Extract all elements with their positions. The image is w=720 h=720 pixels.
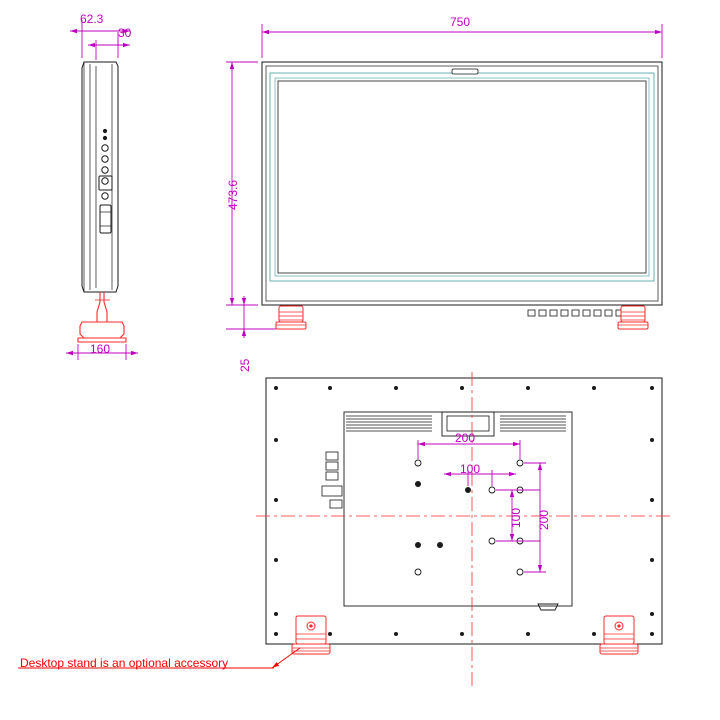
dim-vesa-width-100-label: 100: [460, 462, 481, 476]
optional-accessory-note: Desktop stand is an optional accessory: [20, 656, 229, 670]
dim-height-label: 473.6: [226, 179, 240, 210]
dim-depth-panel-label: 30: [118, 26, 132, 40]
dim-depth-total-label: 62.3: [80, 12, 104, 26]
dim-vesa-height-200-label: 200: [537, 509, 551, 530]
dim-width-label: 750: [450, 15, 471, 29]
dim-vesa-width-200-label: 200: [455, 431, 476, 445]
side-view-stand: [78, 292, 126, 342]
front-view-stand: [276, 306, 648, 329]
dim-stand-depth-label: 160: [90, 342, 111, 356]
rear-view: [266, 378, 662, 644]
front-view: [262, 62, 662, 319]
side-view: [82, 62, 118, 292]
dim-stand-height-label: 25: [238, 358, 252, 372]
dim-vesa-height-100-label: 100: [509, 507, 523, 528]
